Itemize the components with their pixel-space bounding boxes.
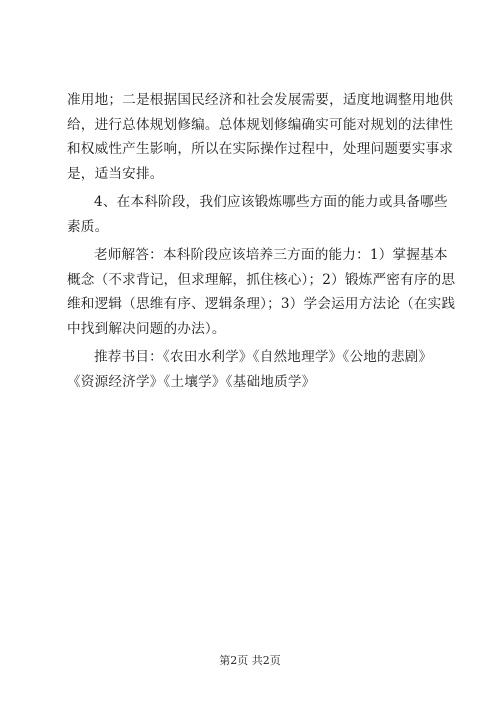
page-footer: 第2页 共2页 (219, 654, 281, 667)
text-line: 《资源经济学》《土壤学》《基础地质学》 (67, 373, 316, 390)
text-line: 素质。 (67, 218, 109, 235)
text-line: 概念（不求背记，但求理解，抓住核心）；2）锻炼严密有序的思 (67, 271, 456, 288)
text-line: 维和逻辑（思维有序、逻辑条理）；3）学会运用方法论（在实践 (67, 296, 456, 312)
paragraph-land-supply (67, 88, 454, 186)
text-line: 4、在本科阶段，我们应该锻炼哪些方面的能力或具备哪些 (94, 194, 448, 210)
text-line: 推荐书目：《农田水利学》《自然地理学》《公地的悲剧》 (94, 349, 433, 365)
text-line: 是，适当安排。 (67, 165, 164, 182)
text-line: 中找到解决问题的办法）。 (67, 320, 226, 337)
paragraph-teacher-answer (67, 243, 456, 341)
text-line: 老师解答：本科阶段应该培养三方面的能力：1）掌握基本 (94, 247, 448, 263)
text-line: 和权威性产生影响，所以在实际操作过程中，处理问题要实事求 (67, 141, 454, 157)
document-body (67, 88, 456, 394)
text-line: 准用地；二是根据国民经济和社会发展需要，适度地调整用地供 (67, 92, 454, 108)
paragraph-question-4 (67, 190, 448, 239)
paragraph-recommended-books (67, 345, 437, 394)
text-line: 给，进行总体规划修编。总体规划修编确实可能对规划的法律性 (67, 116, 454, 133)
